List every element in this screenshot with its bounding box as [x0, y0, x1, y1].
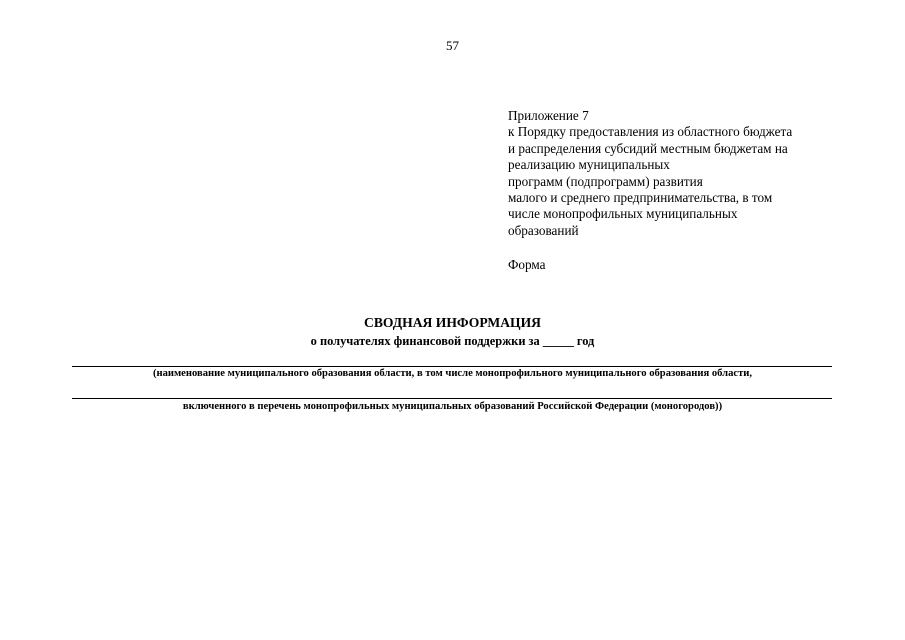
appendix-header	[508, 108, 848, 274]
appendix-line: и распределения субсидий местным бюджетам на	[508, 140, 788, 156]
form-label: Форма	[508, 257, 546, 273]
document-subtitle: о получателях финансовой поддержки за _____ год	[310, 334, 595, 348]
appendix-title: Приложение 7	[508, 108, 589, 123]
document-title: СВОДНАЯ ИНФОРМАЦИЯ	[364, 315, 541, 330]
fill-in-caption: включенного в перечень монопрофильных муниципальных образований Российской Федерации (моногородов))	[182, 401, 723, 412]
appendix-line: реализацию муниципальных	[508, 157, 670, 173]
appendix-line: программ (подпрограмм) развития	[508, 173, 703, 189]
fill-in-caption: (наименование муниципального образования области, в том числе монопрофильного муниципального образования области,	[152, 368, 753, 379]
fill-in-line	[72, 366, 832, 367]
appendix-line: образований	[508, 222, 579, 238]
page-number: 57	[446, 38, 459, 53]
fill-in-line	[72, 398, 832, 399]
appendix-line: к Порядку предоставления из областного бюджета	[508, 124, 793, 140]
appendix-line: малого и среднего предпринимательства, в том	[508, 190, 773, 206]
appendix-line: числе монопрофильных муниципальных	[508, 206, 738, 222]
